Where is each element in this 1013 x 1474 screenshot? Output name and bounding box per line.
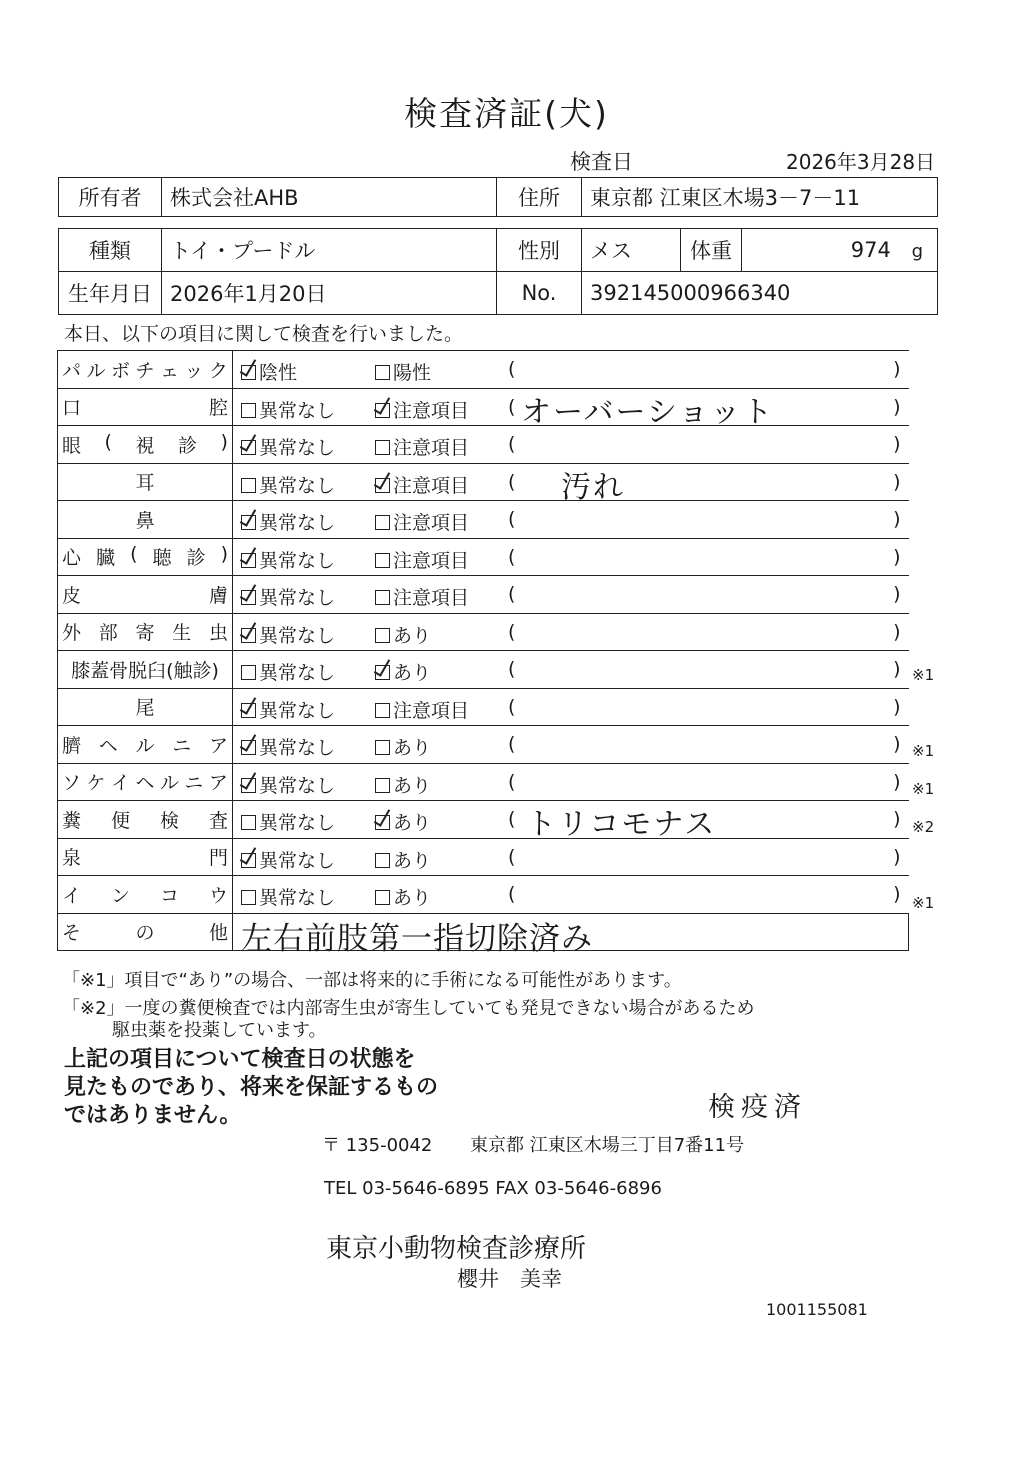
footnote-marker: ※1 [912, 780, 935, 798]
item-label: 鼻 [135, 509, 155, 532]
inspection-item-name [58, 538, 233, 576]
option-label: 異常なし [259, 549, 336, 572]
option-normal [241, 546, 335, 573]
inspection-row [58, 501, 909, 539]
item-label: イ ン コ ウ [62, 884, 228, 907]
close-paren: ) [893, 358, 901, 380]
option-caution [375, 771, 431, 798]
inspection-result-cell [233, 801, 909, 842]
weight-cell [742, 229, 938, 272]
inspection-item-name [58, 463, 233, 501]
checked-checkbox-icon[interactable] [375, 815, 390, 830]
open-paren: ( [508, 583, 516, 605]
inspection-result-cell [233, 501, 909, 539]
close-paren: ) [893, 583, 901, 605]
checked-checkbox-icon[interactable] [375, 665, 390, 680]
option-caution [375, 808, 431, 835]
owner-table [58, 177, 938, 217]
inspection-result-cell [233, 576, 909, 614]
postal-code: 〒 135-0042 [322, 1135, 433, 1156]
inspection-item-name [58, 501, 233, 539]
address-value: 東京都 江東区木場3－7－11 [582, 178, 938, 217]
checked-checkbox-icon[interactable] [241, 740, 256, 755]
weight-label: 体重 [681, 229, 742, 272]
option-normal [241, 396, 335, 423]
option-label: 異常なし [259, 774, 336, 797]
inspection-item-name [58, 388, 233, 426]
option-label: あり [393, 662, 432, 684]
inspection-item-name [58, 838, 233, 876]
inspection-row [58, 426, 909, 464]
option-normal [241, 808, 335, 835]
inspection-row [58, 388, 909, 426]
address-label: 住所 [497, 178, 582, 217]
checked-checkbox-icon[interactable] [241, 440, 256, 455]
inspection-item-name [58, 351, 233, 389]
inspection-row [58, 576, 909, 614]
option-label: あり [393, 812, 432, 834]
option-caution [375, 358, 431, 385]
open-paren: ( [508, 620, 516, 643]
open-paren: ( [508, 508, 516, 530]
option-label: あり [393, 624, 432, 647]
inspection-item-name [58, 613, 233, 651]
serial-number: 1001155081 [766, 1300, 868, 1319]
checked-checkbox-icon[interactable] [241, 628, 256, 643]
checkbox-icon[interactable] [375, 703, 390, 718]
open-paren: ( [508, 470, 516, 493]
pet-info-table [58, 228, 938, 315]
inspection-result-cell [233, 876, 909, 914]
option-label: 陰性 [259, 362, 298, 384]
item-label: 眼 ( 視 診 ) [62, 430, 228, 457]
checkbox-icon[interactable] [375, 365, 390, 380]
close-paren: ) [893, 658, 901, 680]
option-normal [241, 508, 335, 535]
option-label: 注意項目 [393, 474, 470, 497]
other-label-cell [58, 913, 233, 951]
inspection-item-name [58, 801, 233, 839]
option-label: あり [393, 774, 432, 797]
checkbox-icon[interactable] [375, 515, 390, 530]
checkbox-icon[interactable] [241, 890, 256, 905]
option-label: あり [393, 849, 432, 872]
option-label: 異常なし [259, 512, 336, 534]
footnote-marker: ※2 [912, 818, 935, 836]
open-paren: ( [508, 395, 516, 418]
owner-label: 所有者 [59, 178, 162, 217]
option-label: 注意項目 [393, 587, 470, 609]
open-paren: ( [508, 808, 516, 830]
exam-date: 2026年3月28日 [786, 150, 936, 174]
item-label: ソ ケ イ ヘ ル ニ ア [62, 772, 228, 795]
option-label: 異常なし [259, 587, 336, 609]
inspection-result-cell [233, 726, 909, 764]
weight-unit: g [911, 241, 923, 262]
sex-value: メス [582, 229, 681, 272]
option-label: あり [393, 737, 432, 759]
item-label: 外 部 寄 生 虫 [62, 622, 228, 645]
inspection-row [58, 876, 909, 914]
option-normal [241, 846, 335, 873]
no-label: No. [497, 272, 582, 315]
option-caution [375, 396, 469, 423]
checkbox-icon[interactable] [241, 478, 256, 493]
close-paren: ) [893, 845, 901, 868]
inspection-row [58, 838, 909, 876]
option-normal [241, 621, 335, 648]
close-paren: ) [893, 620, 901, 643]
option-caution [375, 696, 469, 723]
page-title: 検査済証(犬) [404, 94, 609, 133]
open-paren: ( [508, 695, 516, 718]
inspection-result-cell [233, 426, 909, 464]
quarantine-seal: 検疫済 [708, 1092, 807, 1123]
no-value: 392145000966340 [582, 272, 938, 315]
option-label: 注意項目 [393, 399, 470, 422]
checked-checkbox-icon[interactable] [375, 478, 390, 493]
footnote-marker: ※1 [912, 666, 935, 684]
inspection-item-name [58, 426, 233, 464]
birth-value: 2026年1月20日 [162, 272, 497, 315]
item-label: 膝蓋骨脱臼(触診) [71, 659, 219, 682]
inspection-row [58, 463, 909, 501]
option-normal [241, 358, 297, 385]
footnote-marker: ※1 [912, 894, 935, 912]
checkbox-icon[interactable] [375, 628, 390, 643]
option-caution [375, 621, 431, 648]
checked-checkbox-icon[interactable] [241, 553, 256, 568]
option-normal [241, 583, 335, 610]
intro-text: 本日、以下の項目に関して検査を行いました。 [64, 323, 464, 345]
disclaimer-line-1: 上記の項目について検査日の状態を [64, 1047, 416, 1072]
item-label: パ ル ボ チ ェ ッ ク [62, 359, 228, 382]
clinic-name: 東京小動物検査診療所 [326, 1234, 587, 1264]
option-normal [241, 471, 335, 498]
option-normal [241, 433, 335, 460]
checked-checkbox-icon[interactable] [241, 778, 256, 793]
checked-checkbox-icon[interactable] [241, 515, 256, 530]
inspection-result-cell [233, 688, 909, 726]
option-normal [241, 733, 335, 760]
disclaimer-line-3: ではありません。 [64, 1103, 242, 1128]
option-label: 異常なし [259, 437, 336, 459]
inspection-row [58, 651, 909, 689]
close-paren: ) [893, 770, 901, 793]
checkbox-icon[interactable] [241, 403, 256, 418]
item-label: 皮 膚 [62, 584, 228, 607]
tel-fax: TEL 03-5646-6895 FAX 03-5646-6896 [324, 1178, 662, 1199]
inspection-row [58, 801, 909, 839]
inspection-row [58, 763, 909, 801]
inspection-result-cell [233, 388, 909, 430]
option-caution [375, 733, 431, 760]
checked-checkbox-icon[interactable] [375, 403, 390, 418]
close-paren: ) [893, 733, 901, 755]
handwritten-remark: 汚れ [561, 469, 625, 505]
inspection-item-name [58, 726, 233, 764]
open-paren: ( [508, 733, 516, 755]
option-caution [375, 658, 431, 685]
breed-label: 種類 [59, 229, 162, 272]
sex-label: 性別 [497, 229, 582, 272]
checkbox-icon[interactable] [241, 665, 256, 680]
footnote-2a: 「※2」一度の糞便検査では内部寄生虫が寄生していても発見できない場合があるため [62, 998, 755, 1019]
item-label: 糞 便 検 査 [62, 809, 228, 832]
inspection-item-name [58, 651, 233, 689]
option-label: 異常なし [259, 399, 336, 422]
inspection-result-cell [233, 351, 909, 389]
open-paren: ( [508, 433, 516, 455]
checked-checkbox-icon[interactable] [241, 853, 256, 868]
other-handwritten: 左右前肢第一指切除済み [241, 920, 593, 957]
item-label: 耳 [135, 472, 155, 495]
option-label: 異常なし [259, 474, 336, 497]
checkbox-icon[interactable] [375, 778, 390, 793]
checked-checkbox-icon[interactable] [241, 590, 256, 605]
close-paren: ) [893, 883, 901, 905]
footnote-1: 「※1」項目で“あり”の場合、一部は将来的に手術になる可能性があります。 [62, 970, 682, 991]
close-paren: ) [893, 508, 901, 530]
handwritten-remark: オーバーショット [521, 394, 775, 430]
option-caution [375, 583, 469, 610]
close-paren: ) [893, 433, 901, 455]
inspection-row [58, 726, 909, 764]
checkbox-icon[interactable] [375, 440, 390, 455]
option-label: あり [393, 887, 432, 909]
checkbox-icon[interactable] [241, 815, 256, 830]
option-label: 注意項目 [393, 699, 470, 722]
other-value-cell [233, 913, 909, 957]
option-normal [241, 883, 335, 910]
option-label: 注意項目 [393, 437, 470, 459]
other-label: そ の 他 [62, 922, 228, 945]
inspection-result-cell [233, 538, 909, 576]
inspection-result-cell [233, 613, 909, 651]
open-paren: ( [508, 658, 516, 680]
inspection-result-cell [233, 463, 909, 505]
item-label: 口 腔 [62, 397, 228, 420]
inspection-result-cell [233, 651, 909, 689]
option-caution [375, 846, 431, 873]
disclaimer-line-2: 見たものであり、将来を保証するもの [64, 1075, 439, 1100]
exam-date-label: 検査日 [570, 150, 633, 174]
inspection-result-cell [233, 838, 909, 876]
inspection-item-name [58, 876, 233, 914]
item-label: 心 臓 ( 聴 診 ) [62, 543, 228, 570]
checkbox-icon[interactable] [375, 740, 390, 755]
option-label: 異常なし [259, 699, 336, 722]
close-paren: ) [893, 545, 901, 568]
option-caution [375, 508, 469, 535]
item-label: 尾 [135, 697, 155, 720]
option-label: 異常なし [259, 624, 336, 647]
option-label: 異常なし [259, 887, 336, 909]
checked-checkbox-icon[interactable] [241, 703, 256, 718]
birth-label: 生年月日 [59, 272, 162, 315]
veterinarian-name: 櫻井 美幸 [457, 1267, 562, 1291]
option-caution [375, 471, 469, 498]
footnote-2b: 駆虫薬を投薬しています。 [112, 1020, 327, 1041]
inspection-row [58, 538, 909, 576]
checked-checkbox-icon[interactable] [241, 365, 256, 380]
inspection-table [57, 350, 909, 957]
inspection-item-name [58, 576, 233, 614]
close-paren: ) [893, 695, 901, 718]
weight-value: 974 [850, 238, 891, 262]
option-label: 異常なし [259, 662, 336, 684]
option-caution [375, 546, 469, 573]
inspection-row [58, 688, 909, 726]
footnote-marker: ※1 [912, 742, 935, 760]
option-label: 注意項目 [393, 549, 470, 572]
checkbox-icon[interactable] [375, 553, 390, 568]
item-label: 臍 ヘ ル ニ ア [62, 734, 228, 757]
option-label: 注意項目 [393, 512, 470, 534]
clinic-address: 東京都 江東区木場三丁目7番11号 [470, 1135, 745, 1156]
handwritten-remark: トリコモナス [526, 807, 717, 842]
option-normal [241, 771, 335, 798]
option-label: 陽性 [393, 362, 432, 384]
checkbox-icon[interactable] [375, 890, 390, 905]
option-label: 異常なし [259, 849, 336, 872]
inspection-item-name [58, 688, 233, 726]
checkbox-icon[interactable] [375, 590, 390, 605]
close-paren: ) [893, 395, 901, 418]
close-paren: ) [893, 808, 901, 830]
inspection-row [58, 613, 909, 651]
open-paren: ( [508, 770, 516, 793]
option-caution [375, 433, 469, 460]
breed-value: トイ・プードル [162, 229, 497, 272]
inspection-result-cell [233, 763, 909, 801]
open-paren: ( [508, 883, 516, 905]
owner-value: 株式会社AHB [162, 178, 497, 217]
open-paren: ( [508, 845, 516, 868]
close-paren: ) [893, 470, 901, 493]
inspection-item-name [58, 763, 233, 801]
item-label: 泉 門 [62, 847, 228, 870]
option-caution [375, 883, 431, 910]
option-label: 異常なし [259, 737, 336, 759]
open-paren: ( [508, 358, 516, 380]
option-normal [241, 658, 335, 685]
checkbox-icon[interactable] [375, 853, 390, 868]
inspection-row [58, 351, 909, 389]
open-paren: ( [508, 545, 516, 568]
option-label: 異常なし [259, 812, 336, 834]
option-normal [241, 696, 335, 723]
